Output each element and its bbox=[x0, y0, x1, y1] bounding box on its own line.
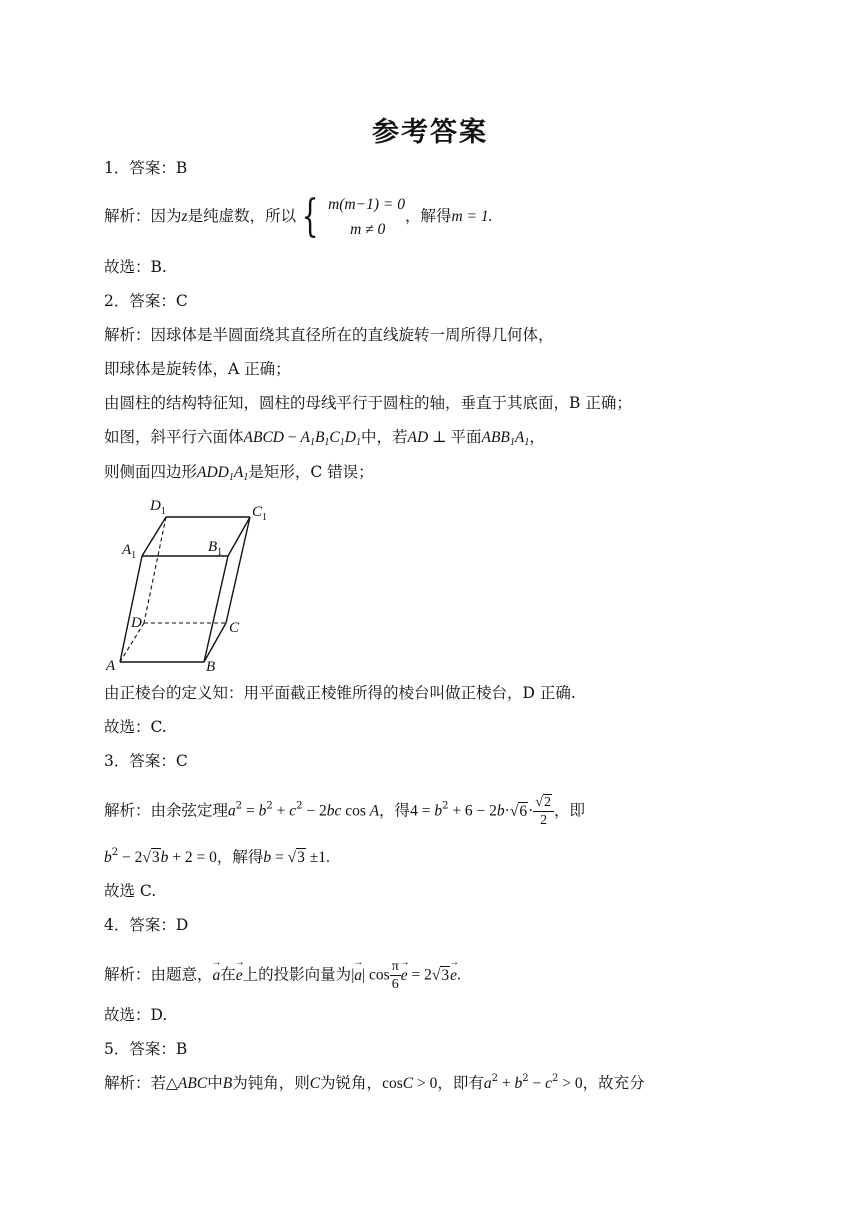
label-D1: $D_1$ bbox=[150, 498, 166, 517]
label-C1: $C_1$ bbox=[252, 504, 268, 523]
q2-line1: 解析：因球体是半圆面绕其直径所在的直线旋转一周所得几何体， bbox=[104, 326, 554, 344]
q5-line1: 解析：若△ABC中B为钝角，则C为锐角，cosC > 0，即有$a^2 + b^2 - c^2 > 0$，故充分 bbox=[104, 1073, 645, 1092]
label-A1: $A_1$ bbox=[122, 542, 137, 561]
q4-line1: 解析：由题意，→ a在→ e上的投影向量为|→ a| cos $\frac{\pi}{6}$ → e = 2√3→ e. bbox=[104, 958, 461, 993]
q1-answer: 1．答案：B bbox=[104, 159, 188, 177]
q2-line6: 由正棱台的定义知：用平面截正棱锥所得的棱台叫做正棱台，D 正确. bbox=[104, 684, 576, 702]
parallelepiped-figure bbox=[104, 492, 284, 681]
q1-choose: 故选：B. bbox=[104, 258, 167, 276]
q1-analysis: 解析：因为z是纯虚数，所以 { m(m−1) = 0 m ≠ 0 ，解得m = 1. bbox=[104, 191, 493, 242]
q2-line3: 由圆柱的结构特征知，圆柱的母线平行于圆柱的轴，垂直于其底面，B 正确； bbox=[104, 394, 632, 412]
label-D: D bbox=[131, 615, 142, 631]
label-C: C bbox=[229, 620, 240, 636]
equation-system: { m(m−1) = 0 m ≠ 0 bbox=[301, 191, 405, 242]
q2-choose: 故选：C. bbox=[104, 718, 167, 736]
q5-answer: 5．答案：B bbox=[104, 1040, 188, 1058]
label-B1: $B_1$ bbox=[208, 539, 223, 558]
q3-choose: 故选 C. bbox=[104, 882, 157, 900]
page-title: 参考答案 bbox=[372, 117, 488, 148]
q4-answer: 4．答案：D bbox=[104, 916, 189, 934]
label-A: A bbox=[106, 658, 116, 674]
q2-answer: 2．答案：C bbox=[104, 292, 188, 310]
label-B: B bbox=[206, 659, 216, 675]
q3-line1: 解析：由余弦定理$a^2 = b^2 + c^2 - 2bc$ cos A，得$4 = b^2 + 6 - 2b\cdot√6\cdot$ $\frac{√2}{2}$ ，即 bbox=[104, 795, 585, 828]
q2-line2: 即球体是旋转体，A 正确； bbox=[104, 360, 291, 378]
q3-answer: 3．答案：C bbox=[104, 752, 188, 770]
q2-line5: 则侧面四边形$ADD_1A_1$是矩形，C 错误； bbox=[104, 463, 374, 483]
q2-line4: 如图，斜平行六面体ABCD − $A_1B_1C_1D_1$中，若AD ⊥ 平面$ABB_1A_1$， bbox=[104, 428, 545, 448]
q3-line2: $b^2 - 2√3b + 2 = 0$，解得b = √3 ±1. bbox=[104, 847, 330, 866]
q4-choose: 故选：D. bbox=[104, 1006, 168, 1024]
